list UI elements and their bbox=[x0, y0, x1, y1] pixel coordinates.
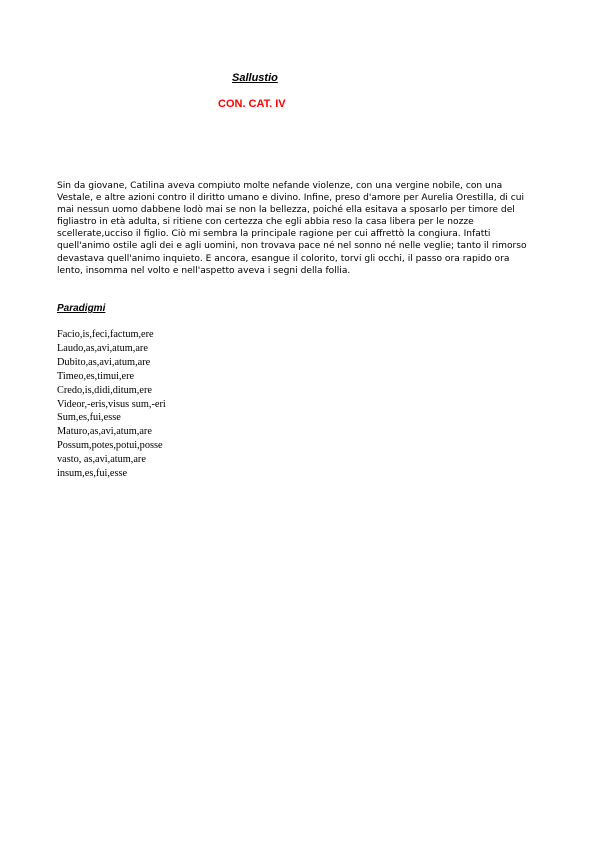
paradigm-item: Dubito,as,avi,atum,are bbox=[57, 356, 151, 368]
paradigm-list bbox=[57, 328, 166, 481]
paradigm-item: Facio,is,feci,factum,ere bbox=[57, 329, 154, 340]
paradigm-item: Videor,-eris,visus sum,-eri bbox=[57, 398, 166, 410]
paradigm-item: insum,es,fui,esse bbox=[57, 468, 128, 480]
paradigm-item: Sum,es,fui,esse bbox=[57, 412, 121, 424]
paradigm-item: Maturo,as,avi,atum,are bbox=[57, 426, 152, 438]
translation-paragraph: Sin da giovane, Catilina aveva compiuto molte nefande violenze, con una vergine nobile, con una Vestale, e altre azioni contro il diritto umano e divino. Infine, preso d'amore per Aurelia Orestilla, di cui mai nessun uomo dabbene lodò mai se non la bellezza, poiché ella esitava a sposarlo per timore del figliastro in età adulta, si ritiene con certezza che egli abbia reso la casa libera per le nozze scellerate,ucciso il figlio. Ciò mi sembra la principale ragione per cui affrettò la congiura. Infatti quell'animo ostile agli dei e agli uomini, non trovava pace né nel sonno né nelle veglie; tanto il rimorso devastava quell'animo inquieto. E ancora, esangue il colorito, torvi gli occhi, il passo ora rapido ora lento, insomma nel volto e nell'aspetto aveva i segni della follia. bbox=[57, 181, 527, 276]
paradigm-item: vasto, as,avi,atum,are bbox=[57, 454, 146, 466]
paradigm-item: Credo,is,didi,ditum,ere bbox=[57, 384, 152, 396]
paradigm-item: Possum,potes,potui,posse bbox=[57, 440, 163, 452]
work-title: CON. CAT. IV bbox=[218, 98, 286, 110]
paradigms-heading: Paradigmi bbox=[57, 303, 106, 314]
author-heading: Sallustio bbox=[232, 72, 278, 84]
paradigm-item: Timeo,es,timui,ere bbox=[57, 370, 135, 382]
paradigm-item: Laudo,as,avi,atum,are bbox=[57, 342, 148, 354]
